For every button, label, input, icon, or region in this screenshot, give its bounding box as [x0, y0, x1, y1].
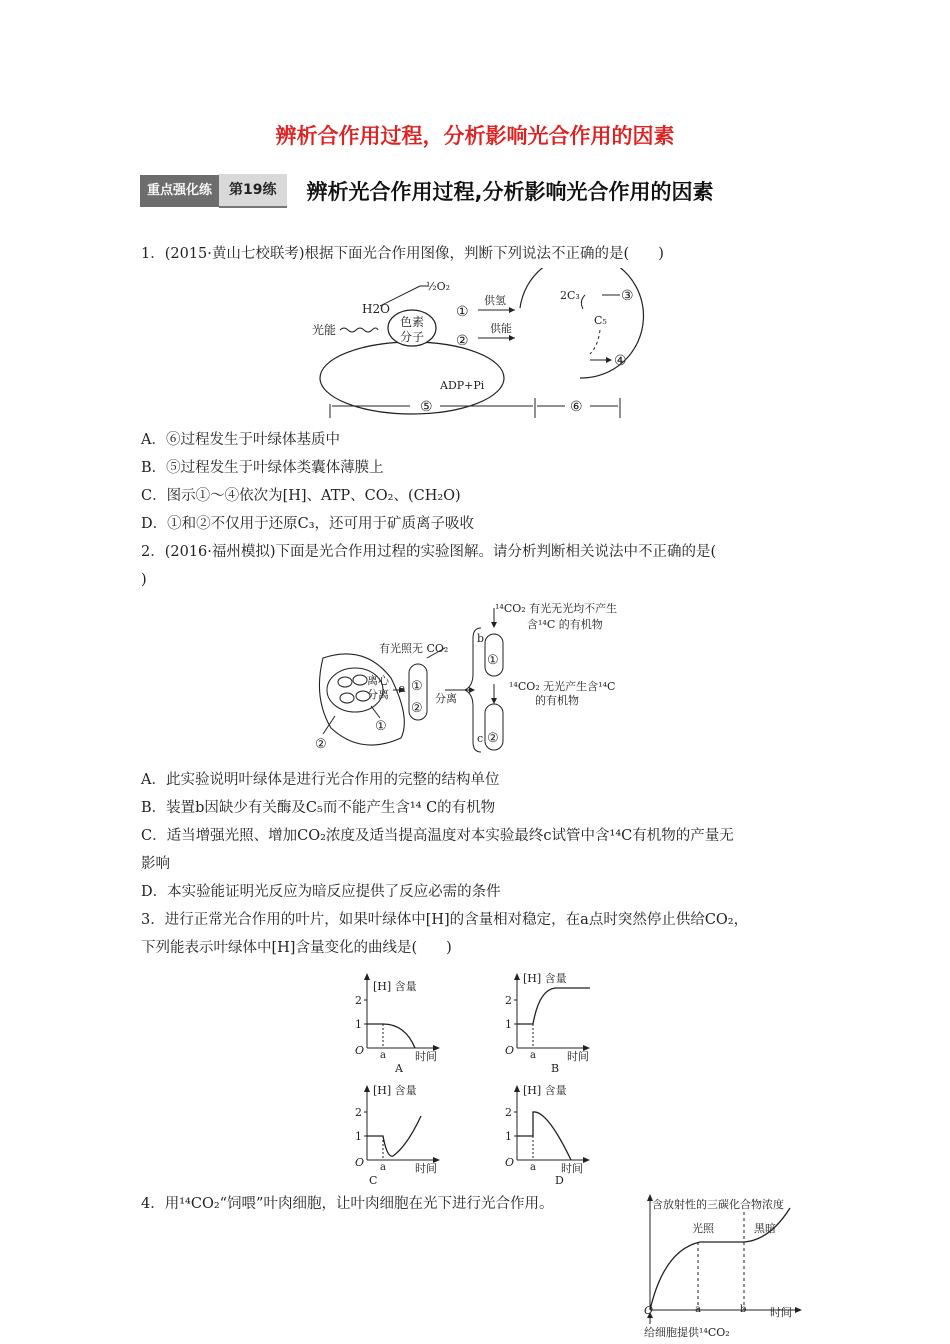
q1-o2: ½O₂ — [426, 280, 451, 293]
q2-label-a: a — [399, 682, 406, 695]
graph-b-y1: 1 — [505, 1018, 512, 1031]
q2-option-a: A．此实验说明叶绿体是进行光合作用的完整的结构单位 — [141, 772, 500, 788]
q2-mid-note2: 的有机物 — [535, 694, 579, 707]
q2-centrifuge2: 分离 — [367, 688, 389, 701]
q1-pigment1: 色素 — [400, 315, 425, 329]
q2-stem: 2．(2016·福州模拟)下面是光合作用过程的实验图解。请分析判断相关说法中不正确的是( — [141, 544, 717, 560]
q2-stem-end: ) — [141, 572, 147, 588]
banner-heading: 辨析光合作用过程,分析影响光合作用的因素 — [306, 180, 714, 204]
graph-b-origin: O — [505, 1044, 515, 1057]
graph-d — [505, 1083, 590, 1186]
q1-option-b: B．⑤过程发生于叶绿体类囊体薄膜上 — [141, 460, 384, 476]
q4-dark: 黑暗 — [754, 1222, 776, 1235]
q1-option-d: D．①和②不仅用于还原C₃，还可用于矿质离子吸收 — [141, 516, 475, 532]
q2-c-n2: ② — [487, 731, 499, 746]
graph-a-xlabel: 时间 — [415, 1050, 437, 1063]
graph-c-xlabel: 时间 — [415, 1162, 437, 1175]
graph-d-y1: 1 — [505, 1130, 512, 1143]
q2-centrifuge1: 离心 — [367, 674, 389, 687]
graph-d-caption: D — [555, 1174, 564, 1186]
q2-option-b: B．装置b因缺少有关酶及C₅而不能产生含¹⁴ C的有机物 — [141, 800, 496, 816]
q2-light-no-co2: 有光照无 CO₂ — [379, 642, 449, 655]
q4-xlabel: 时间 — [770, 1306, 792, 1319]
graph-a-y2: 2 — [355, 994, 362, 1007]
q4-origin: O — [644, 1304, 654, 1317]
q2-a-n2: ② — [411, 701, 423, 716]
q1-supply-h: 供氢 — [484, 294, 506, 307]
q1-n2: ② — [456, 333, 469, 349]
q2-leaf-n2: ② — [315, 737, 327, 752]
graph-d-xlabel: 时间 — [561, 1162, 583, 1175]
q4-note: 给细胞提供¹⁴CO₂ — [644, 1326, 730, 1339]
graph-a — [355, 973, 440, 1075]
graph-c-caption: C — [369, 1174, 378, 1186]
graph-b-xlabel: 时间 — [567, 1050, 589, 1063]
q2-label-c: c — [477, 732, 484, 745]
lesson-banner — [140, 174, 713, 208]
q3-graphs — [345, 968, 615, 1186]
graph-a-caption: A — [395, 1062, 403, 1075]
q2-option-c: C．适当增强光照、增加CO₂浓度及适当提高温度对本实验最终c试管中含¹⁴C有机物的产量无 — [141, 828, 734, 844]
q4-graph — [640, 1190, 810, 1344]
q2-option-c-cont: 影响 — [141, 856, 170, 872]
q1-c5: C₅ — [594, 314, 607, 327]
q1-n6: ⑥ — [570, 399, 583, 415]
q1-pigment2: 分子 — [400, 330, 425, 344]
q3-stem-cont: 下列能表示叶绿体中[H]含量变化的曲线是( ) — [141, 940, 452, 956]
q2-option-d: D．本实验能证明光反应为暗反应提供了反应必需的条件 — [141, 884, 501, 900]
graph-b-a: a — [530, 1050, 536, 1061]
graph-c — [355, 1083, 440, 1186]
q2-label-b: b — [477, 632, 485, 645]
q2-top-note2: 含¹⁴C 的有机物 — [527, 618, 603, 631]
q1-diagram — [310, 268, 650, 420]
graph-d-ylabel: [H] 含量 — [523, 1084, 567, 1097]
q4-ylabel: 含放射性的三碳化合物浓度 — [652, 1198, 784, 1211]
q2-mid-note1: ¹⁴CO₂ 无光产生含¹⁴C — [509, 680, 616, 693]
graph-d-origin: O — [505, 1156, 515, 1169]
graph-b — [505, 971, 590, 1075]
q4-b: b — [740, 1304, 747, 1315]
graph-c-ylabel: [H] 含量 — [373, 1084, 417, 1097]
q2-diagram — [305, 598, 645, 758]
q2-b-n1: ① — [487, 653, 499, 668]
q1-n4: ④ — [614, 353, 627, 369]
graph-b-ylabel: [H] 含量 — [523, 972, 567, 985]
q2-top-note1: ¹⁴CO₂ 有光无光均不产生 — [495, 602, 618, 615]
banner-lesson: 第19练 — [219, 174, 286, 208]
q1-option-a: A．⑥过程发生于叶绿体基质中 — [141, 432, 340, 448]
q1-c3: 2C₃ — [560, 289, 580, 302]
graph-b-y2: 2 — [505, 994, 512, 1007]
graph-a-origin: O — [355, 1044, 365, 1057]
q4-stem: 4．用¹⁴CO₂“饲喂”叶肉细胞，让叶肉细胞在光下进行光合作用。 — [141, 1196, 554, 1212]
q1-light: 光能 — [312, 323, 337, 337]
q1-option-c: C．图示①～④依次为[H]、ATP、CO₂、(CH₂O) — [141, 488, 461, 504]
graph-c-y1: 1 — [355, 1130, 362, 1143]
q4-a: a — [695, 1304, 701, 1315]
q1-h2o: H2O — [362, 302, 390, 316]
q1-stem: 1．(2015·黄山七校联考)根据下面光合作用图像，判断下列说法不正确的是( ) — [141, 246, 664, 262]
q2-leaf-n1: ① — [375, 719, 387, 734]
q1-supply-e: 供能 — [490, 322, 512, 335]
q1-n3: ③ — [621, 288, 634, 304]
page-title: 辨析合作用过程，分析影响光合作用的因素 — [275, 124, 675, 148]
graph-c-origin: O — [355, 1156, 365, 1169]
graph-d-y2: 2 — [505, 1106, 512, 1119]
q2-a-n1: ① — [411, 679, 423, 694]
graph-c-a: a — [380, 1162, 386, 1173]
graph-b-caption: B — [551, 1062, 560, 1075]
graph-a-y1: 1 — [355, 1018, 362, 1031]
graph-a-ylabel: [H] 含量 — [373, 980, 417, 993]
q4-light: 光照 — [692, 1222, 714, 1235]
q3-stem: 3．进行正常光合作用的叶片，如果叶绿体中[H]的含量相对稳定，在a点时突然停止供给CO₂， — [141, 912, 749, 928]
graph-c-y2: 2 — [355, 1106, 362, 1119]
q1-n1: ① — [456, 304, 469, 320]
graph-a-a: a — [380, 1050, 386, 1061]
q1-n5: ⑤ — [420, 399, 433, 415]
q2-separate: 分离 — [435, 692, 457, 705]
q1-adp: ADP+Pi — [440, 379, 485, 392]
banner-tag: 重点强化练 — [140, 175, 219, 207]
graph-d-a: a — [530, 1162, 536, 1173]
